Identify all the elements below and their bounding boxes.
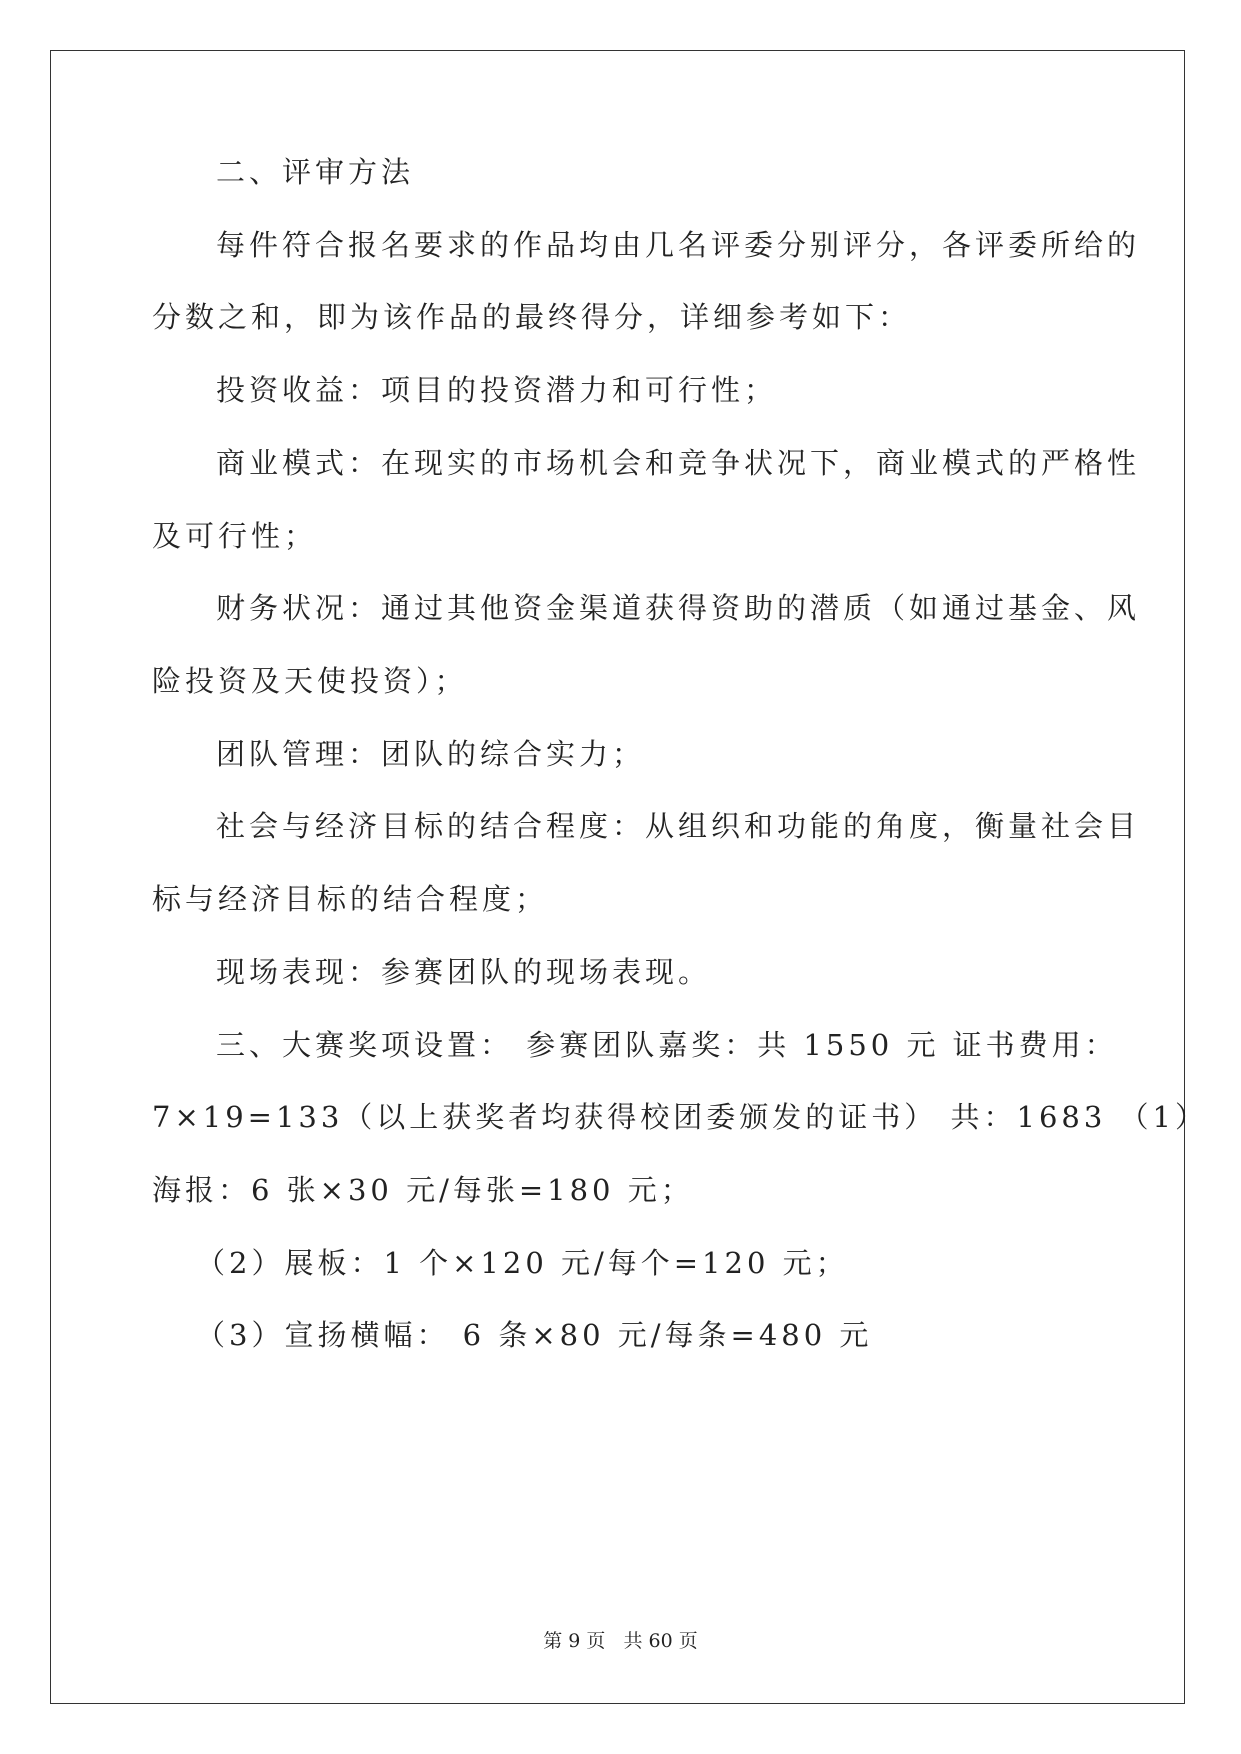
paragraph-line: 团队管理：团队的综合实力； <box>216 737 646 771</box>
paragraph-line: 分数之和，即为该作品的最终得分，详细参考如下： <box>152 300 912 334</box>
paragraph-line: 商业模式：在现实的市场机会和竞争状况下，商业模式的严格性 <box>216 446 1141 480</box>
paragraph-line: 社会与经济目标的结合程度：从组织和功能的角度，衡量社会目 <box>216 809 1141 843</box>
page-total: 共 60 页 <box>623 1630 698 1652</box>
paragraph-line: 现场表现：参赛团队的现场表现。 <box>216 955 712 989</box>
paragraph-line: （3）宣扬横幅： 6 条×80 元/每条=480 元 <box>196 1318 873 1352</box>
paragraph-line: 海报：6 张×30 元/每张=180 元； <box>152 1173 694 1207</box>
paragraph-line: 及可行性； <box>152 519 318 553</box>
paragraph-line: 7×19=133（以上获奖者均获得校团委颁发的证书） 共：1683 （1） <box>152 1100 1208 1134</box>
paragraph-line: （2）展板：1 个×120 元/每个=120 元； <box>196 1246 849 1280</box>
section-heading-review-method: 二、评审方法 <box>216 155 415 189</box>
page-number: 第 9 页 <box>543 1630 606 1652</box>
paragraph-line: 财务状况：通过其他资金渠道获得资助的潜质（如通过基金、风 <box>216 591 1141 625</box>
paragraph-line: 投资收益：项目的投资潜力和可行性； <box>216 373 778 407</box>
paragraph-line: 险投资及天使投资）； <box>152 664 468 698</box>
paragraph-line: 标与经济目标的结合程度； <box>152 882 549 916</box>
section-heading-awards: 三、大赛奖项设置： 参赛团队嘉奖：共 1550 元 证书费用： <box>216 1028 1118 1062</box>
page-footer <box>0 1626 1241 1653</box>
paragraph-line: 每件符合报名要求的作品均由几名评委分别评分，各评委所给的 <box>216 228 1141 262</box>
